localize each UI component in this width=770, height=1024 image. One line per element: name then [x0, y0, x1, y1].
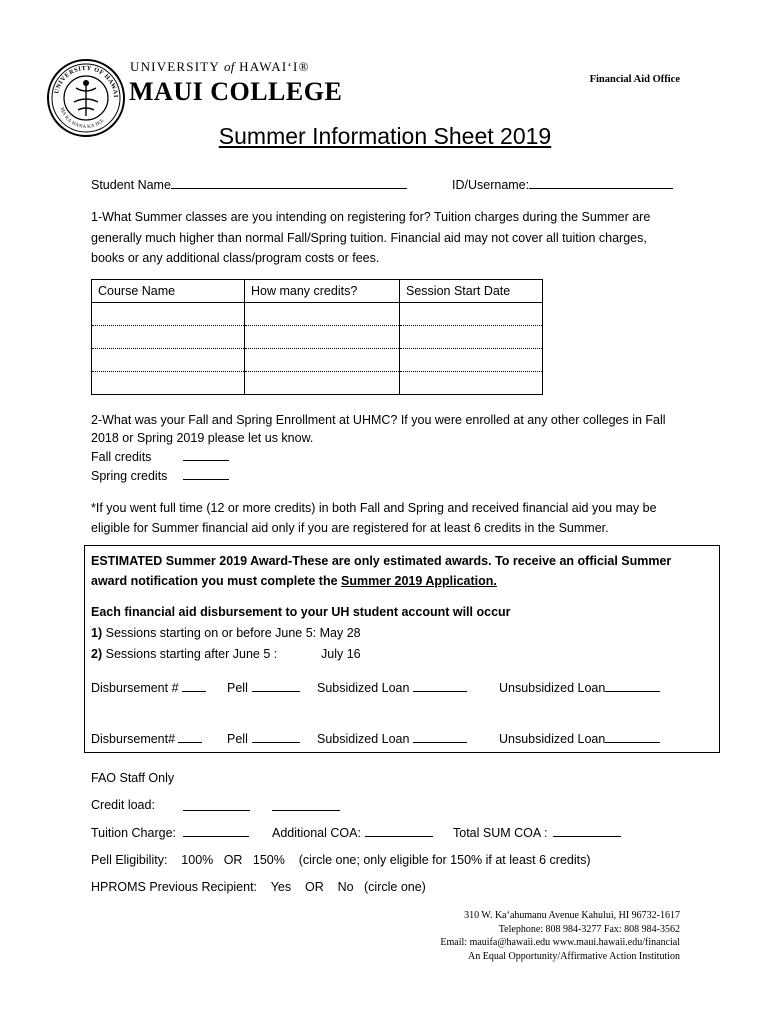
disbursement-1-label: Disbursement # — [91, 681, 179, 695]
session-1-number: 1) — [91, 626, 103, 640]
id-username-line[interactable] — [529, 175, 673, 189]
table-cell[interactable] — [245, 372, 400, 395]
table-cell[interactable] — [92, 372, 245, 395]
total-coa-field[interactable] — [453, 823, 621, 842]
table-header-row — [92, 280, 543, 303]
staff-heading: FAO Staff Only — [91, 771, 175, 785]
unsubsidized-1-label: Unsubsidized Loan — [499, 681, 606, 695]
subsidized-1-label: Subsidized Loan — [317, 681, 410, 695]
disbursement-2-field[interactable] — [91, 729, 202, 748]
table-cell[interactable] — [92, 303, 245, 326]
id-username-field[interactable] — [452, 175, 673, 194]
table-cell[interactable] — [400, 349, 543, 372]
header-session-start: Session Start Date — [400, 280, 543, 303]
spring-credits-line[interactable] — [183, 466, 229, 480]
unsubsidized-2-line[interactable] — [605, 729, 660, 743]
subsidized-2-line[interactable] — [413, 729, 467, 743]
header-course-name: Course Name — [92, 280, 245, 303]
award-heading-line-1: ESTIMATED Summer 2019 Award-These are only estimated awards. To receive an official Summer — [91, 554, 672, 568]
table-cell[interactable] — [400, 326, 543, 349]
footer-email: Email: mauifa@hawaii.edu www.maui.hawaii.edu/financial — [440, 937, 680, 948]
table-cell[interactable] — [245, 326, 400, 349]
additional-coa-line[interactable] — [365, 823, 433, 837]
table-cell[interactable] — [400, 372, 543, 395]
fall-credits-label: Fall credits — [91, 450, 152, 464]
q2-line-2: 2018 or Spring 2019 please let us know. — [91, 431, 314, 445]
question-2 — [91, 411, 691, 485]
unsubsidized-2-field[interactable] — [499, 729, 660, 748]
award-heading-line-2 — [91, 571, 711, 591]
disbursement-heading: Each financial aid disbursement to your UH student account will occur — [91, 605, 511, 619]
tuition-charge-field[interactable] — [91, 823, 249, 842]
header-credits: How many credits? — [245, 280, 400, 303]
disbursement-1-field[interactable] — [91, 678, 206, 697]
fall-credits-line[interactable] — [183, 447, 229, 461]
subsidized-2-field[interactable] — [317, 729, 467, 748]
college-name: MAUI COLLEGE — [129, 77, 343, 106]
total-coa-label: Total SUM COA : — [453, 826, 548, 840]
award-heading-prefix: award notification you must complete the — [91, 574, 342, 588]
pell-eligibility: Pell Eligibility: 100% OR 150% (circle one; only eligible for 150% if at least 6 credits) — [91, 853, 591, 867]
session-2-number: 2) — [91, 647, 103, 661]
table-cell[interactable] — [400, 303, 543, 326]
disbursement-2-line[interactable] — [178, 729, 202, 743]
disbursement-1-line[interactable] — [182, 678, 206, 692]
spring-credits-field[interactable] — [91, 466, 691, 485]
session-1-line — [91, 624, 361, 642]
subsidized-1-line[interactable] — [413, 678, 467, 692]
student-name-line[interactable] — [171, 175, 407, 189]
credit-load-line-2[interactable] — [272, 797, 340, 811]
q2-line-1: 2-What was your Fall and Spring Enrollment at UHMC? If you were enrolled at any other colleges in Fall — [91, 413, 666, 427]
disbursement-2-label: Disbursement# — [91, 732, 176, 746]
additional-coa-field[interactable] — [272, 823, 433, 842]
footer-eeo: An Equal Opportunity/Affirmative Action Institution — [467, 950, 680, 962]
q1-line-3: books or any additional class/program costs or fees. — [91, 251, 380, 265]
credit-load-line-1[interactable] — [183, 797, 250, 811]
pell-1-line[interactable] — [252, 678, 300, 692]
total-coa-line[interactable] — [553, 823, 621, 837]
session-2-date: July 16 — [321, 647, 361, 661]
q1-line-2: generally much higher than normal Fall/Spring tuition. Financial aid may not cover all tuition charges, — [91, 230, 647, 245]
student-name-field[interactable] — [91, 175, 407, 194]
footer-phone: Telephone: 808 984-3277 Fax: 808 984-3562 — [498, 923, 680, 935]
tuition-charge-line[interactable] — [183, 823, 249, 837]
table-row — [92, 326, 543, 349]
pell-2-field[interactable] — [227, 729, 300, 748]
page-title: Summer Information Sheet 2019 — [218, 123, 552, 149]
credit-load-label: Credit load: — [91, 798, 155, 812]
fall-credits-field[interactable] — [91, 447, 691, 466]
svg-text:MA KA HANA KA IKE: MA KA HANA KA IKE — [58, 107, 106, 131]
note-line-1: *If you went full time (12 or more credits) in both Fall and Spring and received financial aid you may be — [91, 501, 657, 515]
footer-contact — [440, 909, 680, 963]
pell-1-field[interactable] — [227, 678, 300, 697]
spring-credits-label: Spring credits — [91, 469, 168, 483]
table-cell[interactable] — [92, 326, 245, 349]
subsidized-1-field[interactable] — [317, 678, 467, 697]
id-username-label: ID/Username: — [452, 178, 530, 192]
svg-text:UNIVERSITY OF HAWAII: UNIVERSITY OF HAWAI — [53, 64, 120, 99]
full-time-note — [91, 498, 691, 538]
unsubsidized-1-field[interactable] — [499, 678, 660, 697]
table-cell[interactable] — [92, 349, 245, 372]
table-row — [92, 303, 543, 326]
question-1 — [91, 207, 691, 269]
unsubsidized-1-line[interactable] — [605, 678, 660, 692]
unsubsidized-2-label: Unsubsidized Loan — [499, 732, 606, 746]
hproms-recipient: HPROMS Previous Recipient: Yes OR No (circle one) — [91, 880, 426, 894]
table-row — [92, 349, 543, 372]
summer-application-link[interactable]: Summer 2019 Application. — [341, 574, 497, 588]
tuition-charge-label: Tuition Charge: — [91, 826, 176, 840]
table-row — [92, 372, 543, 395]
pell-1-label: Pell — [227, 681, 248, 695]
session-2-line — [91, 645, 277, 663]
q1-line-1: 1-What Summer classes are you intending on registering for? Tuition charges during the Summer are — [91, 210, 651, 224]
footer-address: 310 W. Ka‘ahumanu Avenue Kahului, HI 96732-1617 — [464, 910, 680, 921]
award-heading — [91, 551, 711, 591]
session-2-text: Sessions starting after June 5 : — [105, 647, 278, 661]
additional-coa-label: Additional COA: — [272, 826, 361, 840]
office-label: Financial Aid Office — [589, 74, 680, 85]
pell-2-line[interactable] — [252, 729, 300, 743]
course-table — [91, 279, 543, 395]
subsidized-2-label: Subsidized Loan — [317, 732, 410, 746]
table-cell[interactable] — [245, 303, 400, 326]
university-name: UNIVERSITY of HAWAI‘I® — [130, 59, 310, 74]
note-line-2: eligible for Summer financial aid only if you are registered for at least 6 credits in the Summer. — [91, 521, 609, 535]
table-cell[interactable] — [245, 349, 400, 372]
student-name-label: Student Name — [91, 178, 171, 192]
session-1-text: Sessions starting on or before June 5: May 28 — [105, 626, 361, 640]
pell-2-label: Pell — [227, 732, 248, 746]
